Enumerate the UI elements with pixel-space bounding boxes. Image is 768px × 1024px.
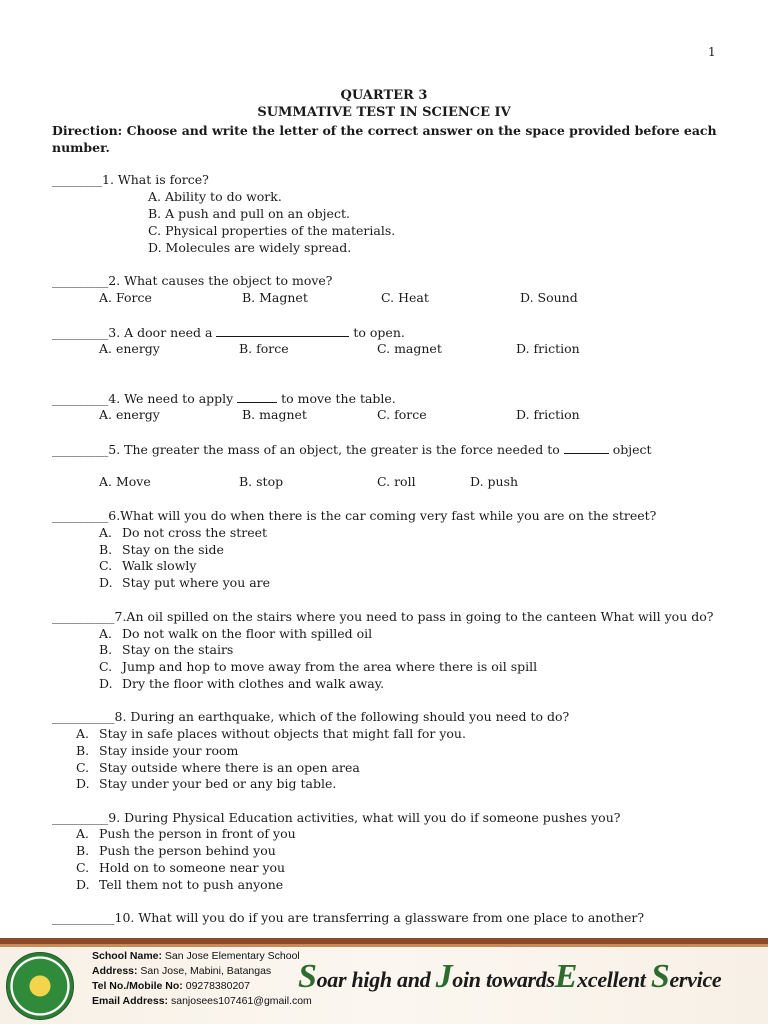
answer-blank: __________ <box>52 709 115 724</box>
option: Jump and hop to move away from the area where there is oil spill <box>122 659 538 674</box>
option: A. energy <box>99 407 160 422</box>
question-10 <box>52 910 644 925</box>
question-6 <box>52 508 656 523</box>
answer-blank: __________ <box>52 910 115 925</box>
option: Hold on to someone near you <box>99 860 286 875</box>
option: C. Physical properties of the materials. <box>148 223 396 238</box>
option: D. Molecules are widely spread. <box>148 240 352 255</box>
option-letter: B. <box>76 743 90 758</box>
option: D. friction <box>516 341 580 356</box>
option: Walk slowly <box>122 558 197 573</box>
question-3 <box>52 324 405 340</box>
option: B. Magnet <box>242 290 308 305</box>
question-2 <box>52 273 333 288</box>
page-number: 1 <box>708 45 716 59</box>
question-text: 4. We need to apply <box>108 391 238 406</box>
answer-blank: _________ <box>52 442 109 457</box>
school-seal-icon <box>6 952 74 1020</box>
option-letter: C. <box>76 760 90 775</box>
question-text: 7.An oil spilled on the stairs where you need to pass in going to the canteen What will you do? <box>114 609 714 624</box>
option: B. stop <box>239 474 284 489</box>
school-slogan: Soar high and Join towardsExcellent Service <box>298 958 722 995</box>
fill-in-line <box>237 390 277 403</box>
option: Do not cross the street <box>122 525 268 540</box>
school-address: Address: San Jose, Mabini, Batangas <box>92 965 272 977</box>
test-title: SUMMATIVE TEST IN SCIENCE IV <box>257 105 511 120</box>
option: Do not walk on the floor with spilled oil <box>122 626 373 641</box>
option: Stay put where you are <box>122 575 271 590</box>
option-letter: A. <box>99 525 113 540</box>
quarter-heading: QUARTER 3 <box>340 88 428 103</box>
question-text: 5. The greater the mass of an object, the greater is the force needed to <box>108 442 564 457</box>
answer-blank: _________ <box>52 325 109 340</box>
question-text: 9. During Physical Education activities, what will you do if someone pushes you? <box>108 810 621 825</box>
answer-blank: _________ <box>52 391 109 406</box>
question-text: 1. What is force? <box>102 172 209 187</box>
option-letter: C. <box>76 860 90 875</box>
direction-text: Direction: Choose and write the letter of the correct answer on the space provided before each number. <box>52 123 717 155</box>
option-letter: A. <box>76 826 90 841</box>
option: Stay outside where there is an open area <box>99 760 360 775</box>
option: Push the person in front of you <box>99 826 296 841</box>
option-letter: D. <box>99 676 113 691</box>
option-letter: C. <box>99 558 113 573</box>
option: D. push <box>470 474 519 489</box>
option: A. Ability to do work. <box>148 189 282 204</box>
question-text: 2. What causes the object to move? <box>108 273 333 288</box>
option-letter: D. <box>99 575 113 590</box>
question-text: 3. A door need a <box>108 325 217 340</box>
option-letter: D. <box>76 776 90 791</box>
option: Stay in safe places without objects that might fall for you. <box>99 726 466 741</box>
option: D. friction <box>516 407 580 422</box>
option: B. magnet <box>242 407 307 422</box>
option-letter: D. <box>76 877 90 892</box>
question-4 <box>52 390 396 406</box>
question-8 <box>52 709 569 724</box>
question-text: to move the table. <box>277 391 396 406</box>
option: Push the person behind you <box>99 843 276 858</box>
option-letter: B. <box>99 542 113 557</box>
option: A. energy <box>99 341 160 356</box>
fill-in-line <box>564 441 609 454</box>
school-name: School Name: San Jose Elementary School <box>92 950 300 962</box>
answer-blank: _________ <box>52 810 109 825</box>
question-9 <box>52 810 620 825</box>
option-letter: B. <box>99 642 113 657</box>
question-text: 10. What will you do if you are transferring a glassware from one place to another? <box>114 910 645 925</box>
question-text: to open. <box>349 325 405 340</box>
option-letter: A. <box>99 626 113 641</box>
option: A. Move <box>99 474 151 489</box>
option: C. Heat <box>381 290 429 305</box>
option: Stay on the stairs <box>122 642 234 657</box>
option: B. A push and pull on an object. <box>148 206 350 221</box>
question-1 <box>52 172 209 187</box>
option: A. Force <box>99 290 152 305</box>
question-text: 6.What will you do when there is the car coming very fast while you are on the street? <box>108 508 657 523</box>
answer-blank: ________ <box>52 172 102 187</box>
question-5 <box>52 441 652 457</box>
option-letter: A. <box>76 726 90 741</box>
option: Stay under your bed or any big table. <box>99 776 337 791</box>
school-footer <box>0 938 768 1024</box>
option: Tell them not to push anyone <box>99 877 284 892</box>
option: Stay on the side <box>122 542 224 557</box>
option: D. Sound <box>520 290 578 305</box>
option-letter: C. <box>99 659 113 674</box>
school-phone: Tel No./Mobile No: 09278380207 <box>92 980 250 992</box>
option: B. force <box>239 341 289 356</box>
question-text: object <box>608 442 652 457</box>
option: C. roll <box>377 474 416 489</box>
question-7 <box>52 609 713 624</box>
answer-blank: _________ <box>52 273 109 288</box>
answer-blank: __________ <box>52 609 115 624</box>
option: Stay inside your room <box>99 743 239 758</box>
question-text: 8. During an earthquake, which of the following should you need to do? <box>114 709 570 724</box>
option-letter: B. <box>76 843 90 858</box>
option: Dry the floor with clothes and walk away. <box>122 676 385 691</box>
school-email: Email Address: sanjosees107461@gmail.com <box>92 995 312 1007</box>
fill-in-line <box>216 324 349 337</box>
option: C. magnet <box>377 341 442 356</box>
option: C. force <box>377 407 427 422</box>
answer-blank: _________ <box>52 508 109 523</box>
